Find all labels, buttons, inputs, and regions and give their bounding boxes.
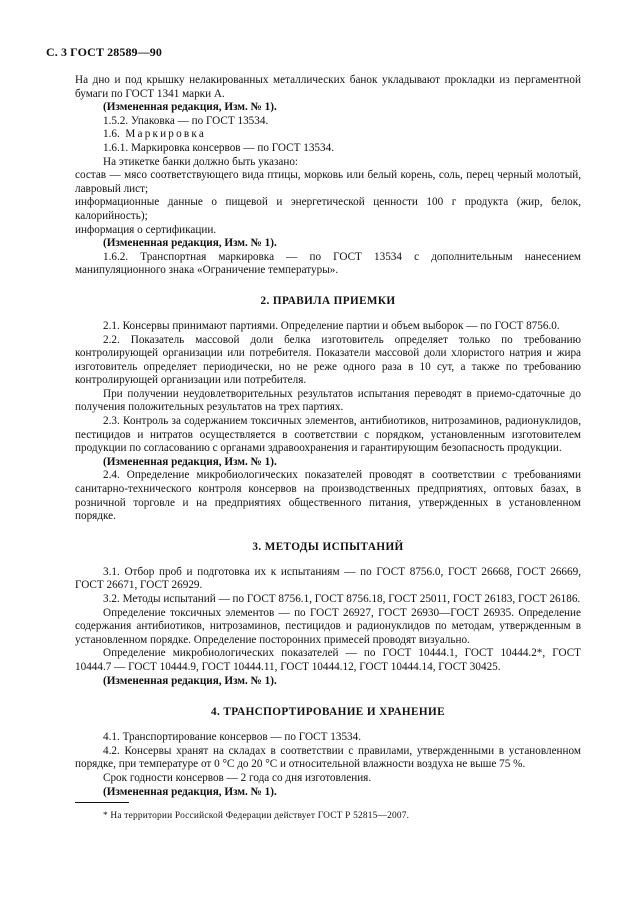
footnote-divider: [75, 802, 129, 803]
clause-2-2: 2.2. Показатель массовой доли белка изготовитель определяет только по требованию контролирующей организации или потребителя. Показатели массовой доли хлористого натрия и жира изготовитель определяет периодически, но не реже одного раза в 10 сут, а также по требованию контролирующей организации или потребителя.: [75, 333, 581, 387]
clause-3-2-toxic: Определение токсичных элементов — по ГОСТ 26927, ГОСТ 26930—ГОСТ 26935. Определение содержания антибиотиков, нитрозаминов, пестицидов и радионуклидов по методам, утвержденным в установленном порядке. Определение посторонних примесей проводят визуально.: [75, 606, 581, 646]
section-4-title: 4. ТРАНСПОРТИРОВАНИЕ И ХРАНЕНИЕ: [211, 706, 445, 719]
clause-2-3: 2.3. Контроль за содержанием токсичных элементов, антибиотиков, нитрозаминов, радионуклидов, пестицидов и нитратов осуществляется в соответствии с порядком, установленным изготовителем продукции по согласованию с органами здравоохранения и гарантирующим безопасность продукции.: [75, 415, 581, 455]
clause-1-6-1: 1.6.1. Маркировка консервов — по ГОСТ 13534.: [103, 141, 335, 154]
amendment-note: (Измененная редакция, Изм. № 1).: [103, 237, 277, 250]
clause-4-1: 4.1. Транспортирование консервов — по ГОСТ 13534.: [103, 731, 362, 744]
section-3-title: 3. МЕТОДЫ ИСПЫТАНИЙ: [252, 540, 404, 553]
clause-4-2: 4.2. Консервы хранят на складах в соответствии с правилами, утвержденными в установленном порядке, при температуре от 0 °С до 20 °С и относительной влажности воздуха не выше 75 %.: [75, 744, 581, 771]
clause-1-6-2: 1.6.2. Транспортная маркировка — по ГОСТ 13534 с дополнительным нанесением манипуляционного знака «Ограничение температуры».: [75, 250, 581, 277]
amendment-note: (Измененная редакция, Изм. № 1).: [103, 785, 277, 798]
document-body: [75, 74, 581, 799]
clause-1-6-title: Маркировка: [125, 128, 207, 141]
page-header: С. 3 ГОСТ 28589—90: [46, 45, 162, 59]
clause-1-6-heading: [75, 128, 581, 142]
shelf-life: Срок годности консервов — 2 года со дня изготовления.: [103, 771, 372, 784]
label-certification: информация о сертификации.: [75, 223, 217, 236]
amendment-note: (Измененная редакция, Изм. № 1).: [103, 101, 277, 114]
label-intro: На этикетке банки должно быть указано:: [103, 155, 299, 168]
amendment-note: (Измененная редакция, Изм. № 1).: [103, 674, 277, 687]
clause-1-5-2: 1.5.2. Упаковка — по ГОСТ 13534.: [103, 114, 269, 127]
footnote: * На территории Российской Федерации действует ГОСТ Р 52815—2007.: [103, 811, 410, 821]
label-nutrition: информационные данные о пищевой и энергетической ценности 100 г продукта (жир, белок, калорийность);: [75, 196, 581, 222]
amendment-note: (Измененная редакция, Изм. № 1).: [103, 455, 277, 468]
clause-3-2: 3.2. Методы испытаний — по ГОСТ 8756.1, ГОСТ 8756.18, ГОСТ 25011, ГОСТ 26183, ГОСТ 26186.: [103, 593, 581, 605]
paragraph-gasket: На дно и под крышку нелакированных металлических банок укладывают прокладки из пергаментной бумаги по ГОСТ 1341 марки А.: [75, 74, 581, 100]
clause-2-2-cont: При получении неудовлетворительных результатов испытания переводят в приемо-сдаточные до получения положительных результатов на трех партиях.: [75, 387, 581, 414]
section-2-title: 2. ПРАВИЛА ПРИЕМКИ: [260, 294, 396, 307]
clause-2-1: 2.1. Консервы принимают партиями. Определение партии и объем выборок — по ГОСТ 8756.0.: [103, 319, 560, 332]
clause-3-2-micro: Определение микробиологических показателей — по ГОСТ 10444.1, ГОСТ 10444.2*, ГОСТ 10444.7 — ГОСТ 10444.9, ГОСТ 10444.11, ГОСТ 10444.12, ГОСТ 10444.14, ГОСТ 30425.: [75, 647, 581, 673]
label-composition: состав — мясо соответствующего вида птицы, морковь или белый корень, соль, перец черный молотый, лавровый лист;: [75, 169, 581, 195]
clause-3-1: 3.1. Отбор проб и подготовка их к испытаниям — по ГОСТ 8756.0, ГОСТ 26668, ГОСТ 26669, ГОСТ 26671, ГОСТ 26929.: [75, 565, 581, 592]
clause-2-4: 2.4. Определение микробиологических показателей проводят в соответствии с требованиями санитарно-технического контроля консервов на производственных предприятиях, оптовых базах, в розничной торговле и на предприятиях общественного питания, утвержденных в установленном порядке.: [75, 469, 581, 523]
clause-1-6-number: 1.6.: [103, 128, 120, 141]
